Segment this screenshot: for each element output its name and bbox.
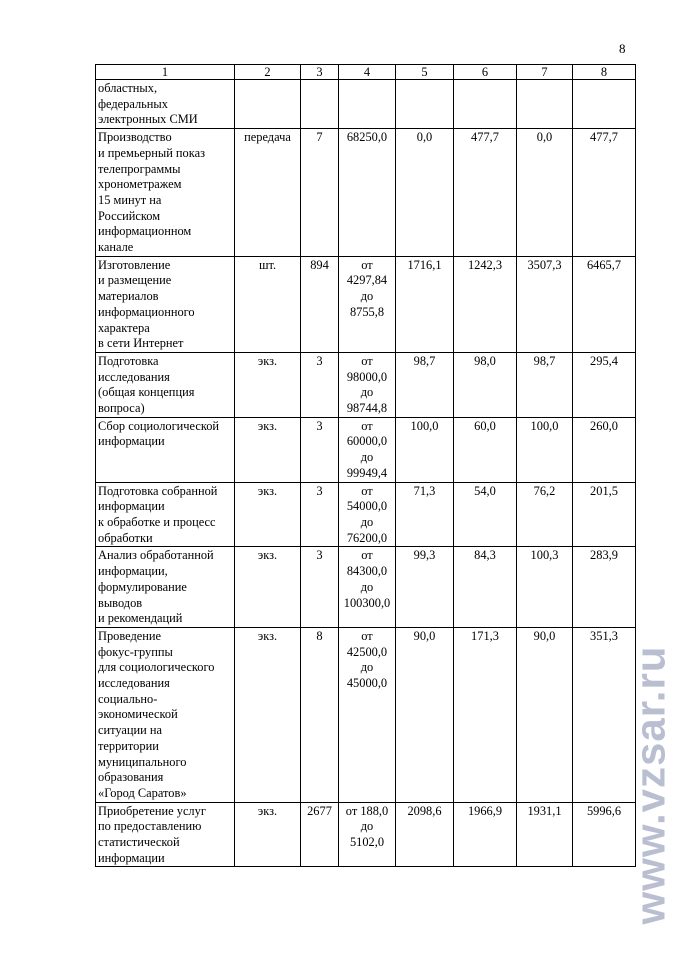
total-cell: 295,4 [573,352,636,417]
watermark-text: www.vzsar.ru [626,645,674,925]
quantity-cell [301,80,339,129]
column-header: 5 [396,65,454,80]
total-cell [573,80,636,129]
table-row [96,417,636,482]
value-cell: 99,3 [396,547,454,628]
total-cell: 6465,7 [573,256,636,352]
value-cell: 98,0 [454,352,517,417]
item-name-cell: Проведение фокус-группы для социологического исследования социально- экономической ситуации на территории муниципального образования «Город Саратов» [96,627,235,802]
value-cell: 1716,1 [396,256,454,352]
value-cell: 60,0 [454,417,517,482]
table-header-row [96,65,636,80]
total-cell: 201,5 [573,482,636,547]
value-cell: 100,0 [396,417,454,482]
value-cell: 100,3 [517,547,573,628]
value-cell: 1242,3 [454,256,517,352]
column-header: 3 [301,65,339,80]
column-header: 1 [96,65,235,80]
value-cell: 477,7 [454,129,517,257]
column-header: 6 [454,65,517,80]
item-name-cell: Сбор социологической информации [96,417,235,482]
table-row [96,547,636,628]
quantity-cell: 2677 [301,802,339,867]
budget-table [95,64,636,867]
value-cell: 90,0 [517,627,573,802]
unit-cell: экз. [235,352,301,417]
value-cell: 1966,9 [454,802,517,867]
unit-price-cell [339,80,396,129]
value-cell: 84,3 [454,547,517,628]
page-number: 8 [619,41,626,56]
table-row [96,80,636,129]
value-cell: 2098,6 [396,802,454,867]
unit-cell: экз. [235,417,301,482]
value-cell [396,80,454,129]
value-cell: 76,2 [517,482,573,547]
item-name-cell: Подготовка собранной информации к обработке и процесс обработки [96,482,235,547]
total-cell: 351,3 [573,627,636,802]
value-cell: 100,0 [517,417,573,482]
table-row [96,482,636,547]
value-cell: 171,3 [454,627,517,802]
unit-price-cell: от 54000,0 до 76200,0 [339,482,396,547]
value-cell: 98,7 [396,352,454,417]
unit-cell: экз. [235,802,301,867]
quantity-cell: 3 [301,417,339,482]
value-cell: 71,3 [396,482,454,547]
unit-price-cell: 68250,0 [339,129,396,257]
item-name-cell: Анализ обработанной информации, формулирование выводов и рекомендаций [96,547,235,628]
unit-cell: экз. [235,547,301,628]
item-name-cell: областных, федеральных электронных СМИ [96,80,235,129]
item-name-cell: Подготовка исследования (общая концепция вопроса) [96,352,235,417]
unit-cell [235,80,301,129]
unit-price-cell: от 188,0 до 5102,0 [339,802,396,867]
unit-price-cell: от 42500,0 до 45000,0 [339,627,396,802]
total-cell: 260,0 [573,417,636,482]
unit-price-cell: от 98000,0 до 98744,8 [339,352,396,417]
total-cell: 477,7 [573,129,636,257]
value-cell: 0,0 [517,129,573,257]
total-cell: 5996,6 [573,802,636,867]
value-cell: 54,0 [454,482,517,547]
unit-price-cell: от 84300,0 до 100300,0 [339,547,396,628]
unit-cell: передача [235,129,301,257]
quantity-cell: 3 [301,547,339,628]
value-cell [517,80,573,129]
watermark [620,620,679,950]
column-header: 7 [517,65,573,80]
item-name-cell: Изготовление и размещение материалов информационного характера в сети Интернет [96,256,235,352]
value-cell: 1931,1 [517,802,573,867]
value-cell: 3507,3 [517,256,573,352]
value-cell: 90,0 [396,627,454,802]
unit-cell: шт. [235,256,301,352]
quantity-cell: 3 [301,482,339,547]
table-row [96,802,636,867]
unit-cell: экз. [235,627,301,802]
total-cell: 283,9 [573,547,636,628]
value-cell: 98,7 [517,352,573,417]
value-cell: 0,0 [396,129,454,257]
table-row [96,627,636,802]
column-header: 4 [339,65,396,80]
item-name-cell: Производство и премьерный показ телепрограммы хронометражем 15 минут на Российском информационном канале [96,129,235,257]
quantity-cell: 7 [301,129,339,257]
item-name-cell: Приобретение услуг по предоставлению статистической информации [96,802,235,867]
table-body [96,80,636,867]
table-row [96,129,636,257]
unit-price-cell: от 60000,0 до 99949,4 [339,417,396,482]
table-row [96,352,636,417]
table-row [96,256,636,352]
unit-price-cell: от 4297,84 до 8755,8 [339,256,396,352]
value-cell [454,80,517,129]
column-header: 8 [573,65,636,80]
unit-cell: экз. [235,482,301,547]
column-header: 2 [235,65,301,80]
quantity-cell: 3 [301,352,339,417]
quantity-cell: 894 [301,256,339,352]
quantity-cell: 8 [301,627,339,802]
